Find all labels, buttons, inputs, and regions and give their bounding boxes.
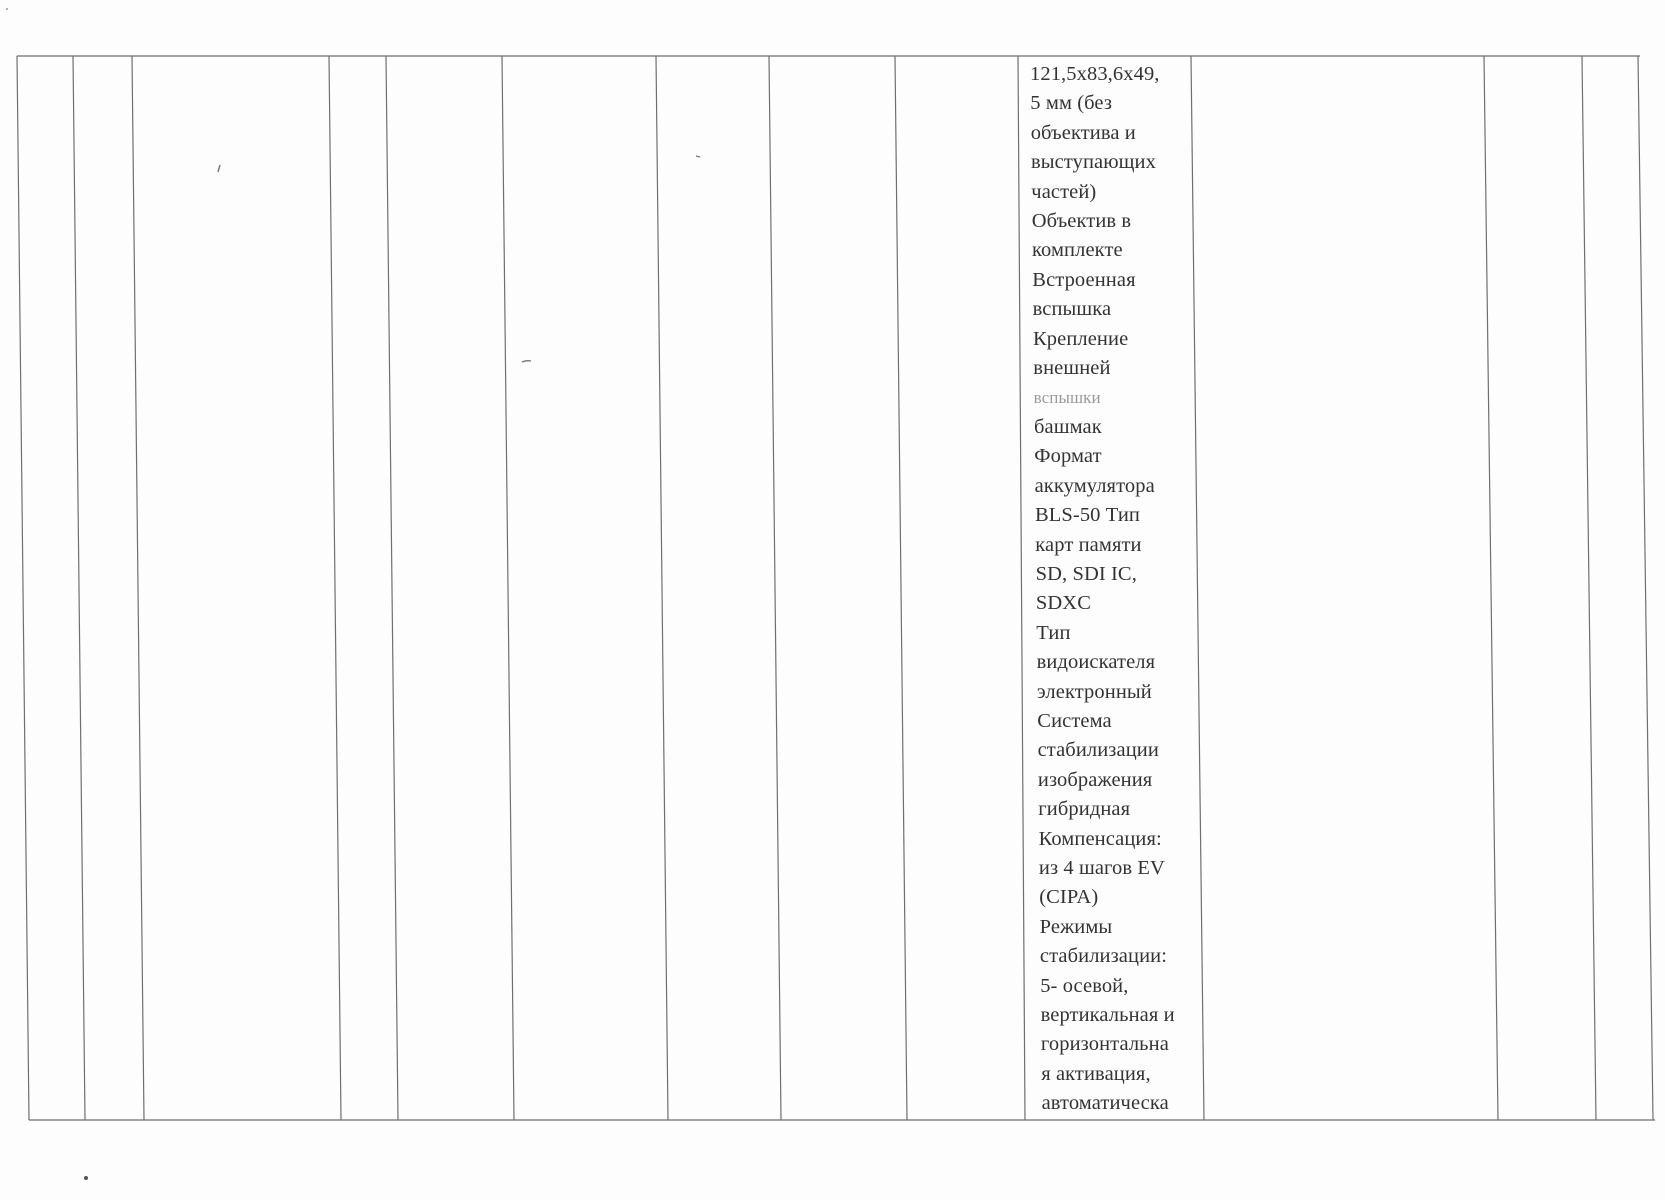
spec-line: изображения	[1037, 768, 1153, 791]
column-divider	[895, 56, 907, 1120]
spec-line: вспышка	[1032, 298, 1112, 321]
spec-line: Формат	[1034, 445, 1102, 468]
spec-line: комплекте	[1032, 239, 1123, 262]
spec-line: 121,5x83,6x49,	[1030, 63, 1160, 85]
spec-line: автоматическа	[1041, 1092, 1169, 1115]
spec-line: выступающих	[1031, 151, 1156, 174]
spec-line: (CIPA)	[1039, 886, 1099, 909]
spec-line: Режимы	[1039, 915, 1113, 938]
scan-mark	[218, 165, 220, 172]
spec-line: 5 мм (без	[1030, 92, 1113, 115]
column-divider	[656, 56, 668, 1120]
spec-line: горизонтальна	[1040, 1033, 1169, 1056]
spec-line: Компенсация:	[1038, 827, 1162, 850]
column-divider	[132, 56, 144, 1120]
spec-line: я активация,	[1041, 1062, 1151, 1085]
column-divider	[386, 56, 398, 1120]
spec-line: видоискателя	[1036, 651, 1156, 674]
spec-line: объектива и	[1030, 121, 1136, 144]
spec-line: Система	[1037, 709, 1112, 732]
column-divider	[1484, 56, 1498, 1120]
column-divider	[1582, 56, 1596, 1120]
column-divider	[329, 56, 341, 1120]
spec-line: стабилизации:	[1039, 945, 1168, 968]
spec-line: вспышки	[1033, 388, 1101, 408]
spec-line: Объектив в	[1031, 210, 1132, 233]
specification-cell	[1030, 60, 1200, 1119]
column-divider	[73, 56, 85, 1120]
scan-mark	[696, 156, 700, 157]
spec-line: SDXC	[1035, 592, 1091, 615]
spec-line: аккумулятора	[1034, 474, 1155, 497]
scan-mark	[522, 361, 531, 362]
spec-line: Встроенная	[1032, 268, 1136, 291]
table-left-border	[17, 56, 29, 1120]
spec-line: стабилизации	[1037, 739, 1159, 762]
column-divider	[502, 56, 514, 1120]
column-divider	[1018, 56, 1025, 1120]
spec-line: Тип	[1036, 621, 1071, 644]
spec-line: внешней	[1033, 357, 1111, 380]
table-right-border	[1638, 56, 1653, 1120]
spec-line: карт памяти	[1035, 533, 1142, 556]
spec-line: SD, SDI IC,	[1035, 562, 1137, 585]
scan-dot	[84, 1176, 88, 1180]
spec-line: частей)	[1031, 180, 1097, 203]
spec-line: электронный	[1036, 680, 1152, 703]
spec-line: башмак	[1034, 415, 1102, 438]
spec-line: из 4 шагов EV	[1038, 856, 1165, 879]
spec-line: вертикальная и	[1040, 1004, 1175, 1026]
spec-line: 5- осевой,	[1040, 974, 1129, 997]
column-divider	[769, 56, 781, 1120]
scan-dot	[6, 8, 8, 10]
spec-line: гибридная	[1038, 798, 1131, 821]
spec-line: BLS-50 Тип	[1035, 504, 1141, 527]
spec-line: Крепление	[1033, 327, 1129, 350]
